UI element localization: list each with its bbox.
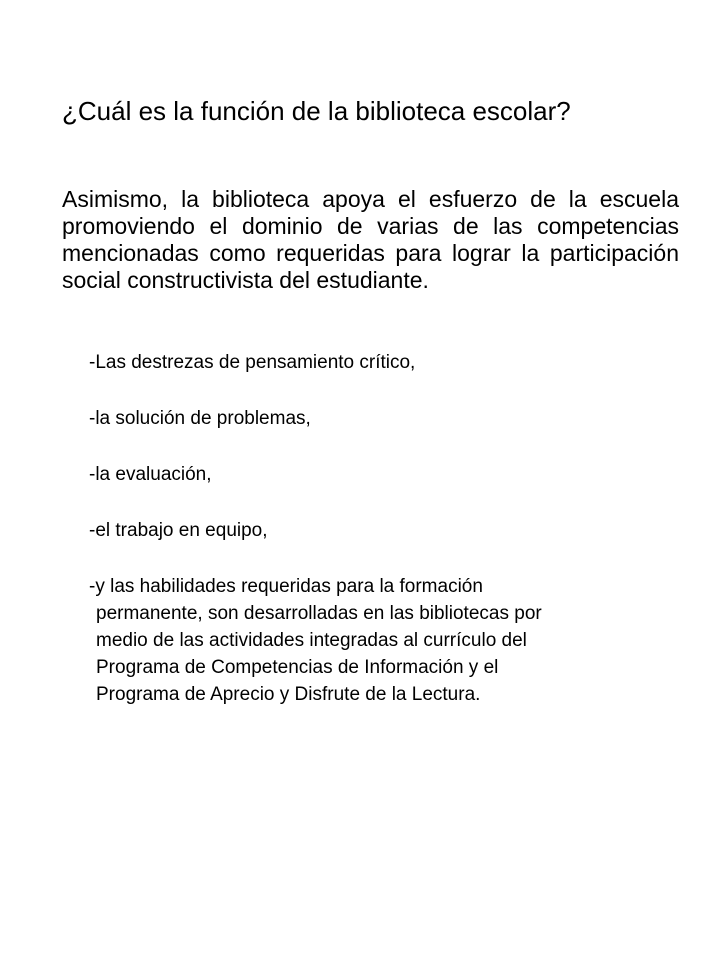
page-title: ¿Cuál es la función de la biblioteca escolar?: [62, 96, 571, 126]
list-item: -la solución de problemas,: [89, 408, 311, 429]
intro-paragraph: Asimismo, la biblioteca apoya el esfuerzo de la escuela promoviendo el dominio de varias de las competencias mencionadas como requeridas para lograr la participación social constructivista del estudiante.: [62, 186, 679, 293]
list-item-line: -y las habilidades requeridas para la formación: [89, 576, 483, 597]
list-item-line: Programa de Aprecio y Disfrute de la Lectura.: [96, 684, 481, 705]
list-item-line: medio de las actividades integradas al currículo del: [96, 630, 527, 651]
list-item-line: permanente, son desarrolladas en las bibliotecas por: [96, 603, 542, 624]
list-item: -el trabajo en equipo,: [89, 520, 268, 541]
list-item: -Las destrezas de pensamiento crítico,: [89, 352, 416, 373]
list-item-line: Programa de Competencias de Información y el: [96, 657, 499, 678]
competencies-list: [89, 352, 689, 706]
list-item-last: [89, 576, 689, 706]
list-item: -la evaluación,: [89, 464, 212, 485]
